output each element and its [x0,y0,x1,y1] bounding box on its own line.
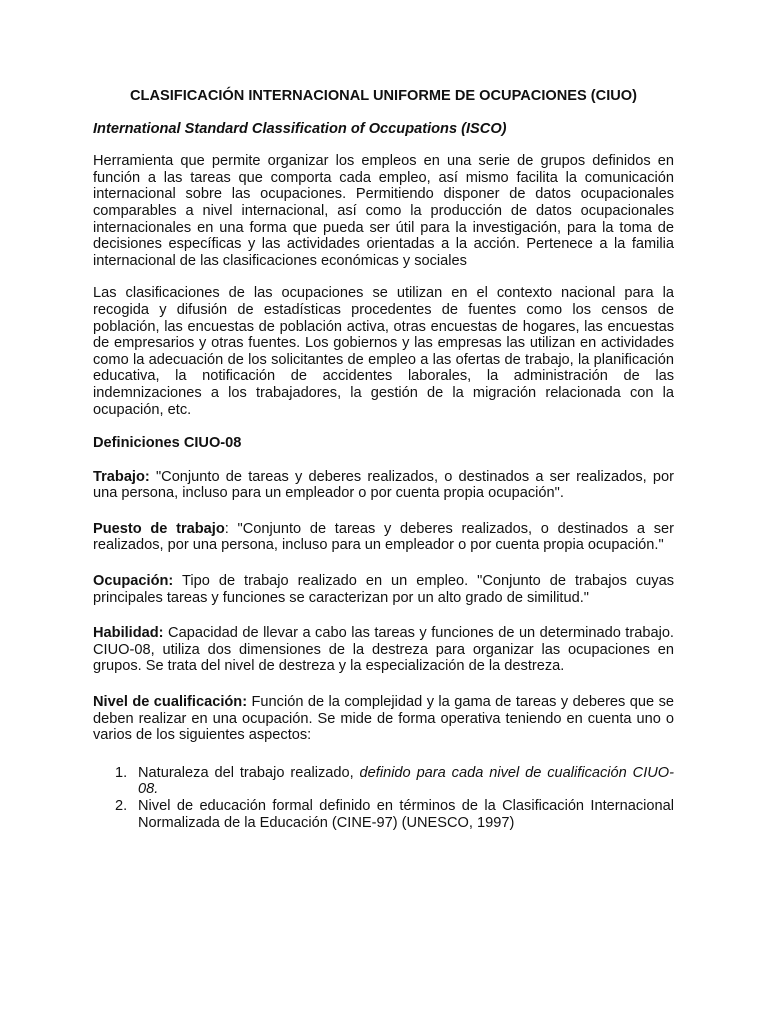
list-item-text: Naturaleza del trabajo realizado, [138,764,360,781]
definition-text: Función de la complejidad y la gama de tareas y deberes que se deben realizar en una ocupación. Se mide de forma operativa teniendo en cuenta uno o varios de los siguientes aspectos: [93,694,674,744]
definition-text: "Conjunto de tareas y deberes realizados, o destinados a ser realizados, por una persona, incluso para un empleador o por cuenta propia ocupación". [93,468,674,502]
list-item-italic-text: definido para cada nivel de cualificación CIUO-08. [138,764,674,798]
definition-text: Tipo de trabajo realizado en un empleo. "Conjunto de trabajos cuyas principales tareas y funciones se caracterizan por un alto grado de similitud." [93,573,674,606]
definition-text: Capacidad de llevar a cabo las tareas y funciones de un determinado trabajo. CIUO-08, utiliza dos dimensiones de la destreza para organizar las ocupaciones en grupos. Se trata del nivel de destreza y la especialización de la destreza. [93,625,674,675]
intro-paragraph: Herramienta que permite organizar los empleos en una serie de grupos definidos en función a las tareas que comporta cada empleo, así mismo facilita la comunicación internacional sobre las ocupaciones. Permitiendo disponer de datos ocupacionales comparables a nivel internacional, así como la producción de datos ocupacionales internacionales en una forma que pueda ser útil para la investigación, para la toma de decisiones específicas y las actividades orientadas a la acción. Pertenece a la familia internacional de las clasificaciones económicas y sociales [93,153,674,269]
definitions-heading: Definiciones CIUO-08 [93,435,242,452]
definition-term: Trabajo: [93,468,150,485]
list-item [93,798,674,831]
list-item-text: Nivel de educación formal definido en términos de la Clasificación Internacional Normalizada de la Educación (CINE-97) (UNESCO, 1997) [138,798,674,831]
document-subtitle: International Standard Classification of Occupations (ISCO) [93,120,507,137]
definition-term: Ocupación: [93,573,174,590]
list-item [93,765,674,798]
usage-paragraph: Las clasificaciones de las ocupaciones se utilizan en el contexto nacional para la recogida y difusión de estadísticas procedentes de fuentes como los censos de población, las encuestas de población activa, otras encuestas de hogares, las encuestas de empresarios y otras fuentes. Los gobiernos y las empresas las utilizan en actividades como la adecuación de los solicitantes de empleo a las ofertas de trabajo, la planificación educativa, la notificación de accidentes laborales, la administración de las indemnizaciones a los trabajadores, la gestión de la migración relacionada con la ocupación, etc. [93,285,674,418]
definition-habilidad [93,625,674,675]
definition-ocupacion [93,573,674,606]
definition-term: Nivel de cualificación: [93,694,248,711]
document-title: CLASIFICACIÓN INTERNACIONAL UNIFORME DE OCUPACIONES (CIUO) [130,88,637,104]
definition-term: Habilidad: [93,625,164,642]
list-number: 1. [115,764,128,781]
list-number: 2. [115,798,128,814]
qualification-aspects-list [93,765,674,831]
definition-nivel [93,694,674,744]
definition-puesto [93,521,674,554]
definition-trabajo [93,469,674,502]
document-page [93,88,674,831]
definition-text: : "Conjunto de tareas y deberes realizados, o destinados a ser realizados, por una persona, incluso para un empleador o por cuenta propia ocupación." [93,520,674,554]
definition-term: Puesto de trabajo [93,520,225,537]
